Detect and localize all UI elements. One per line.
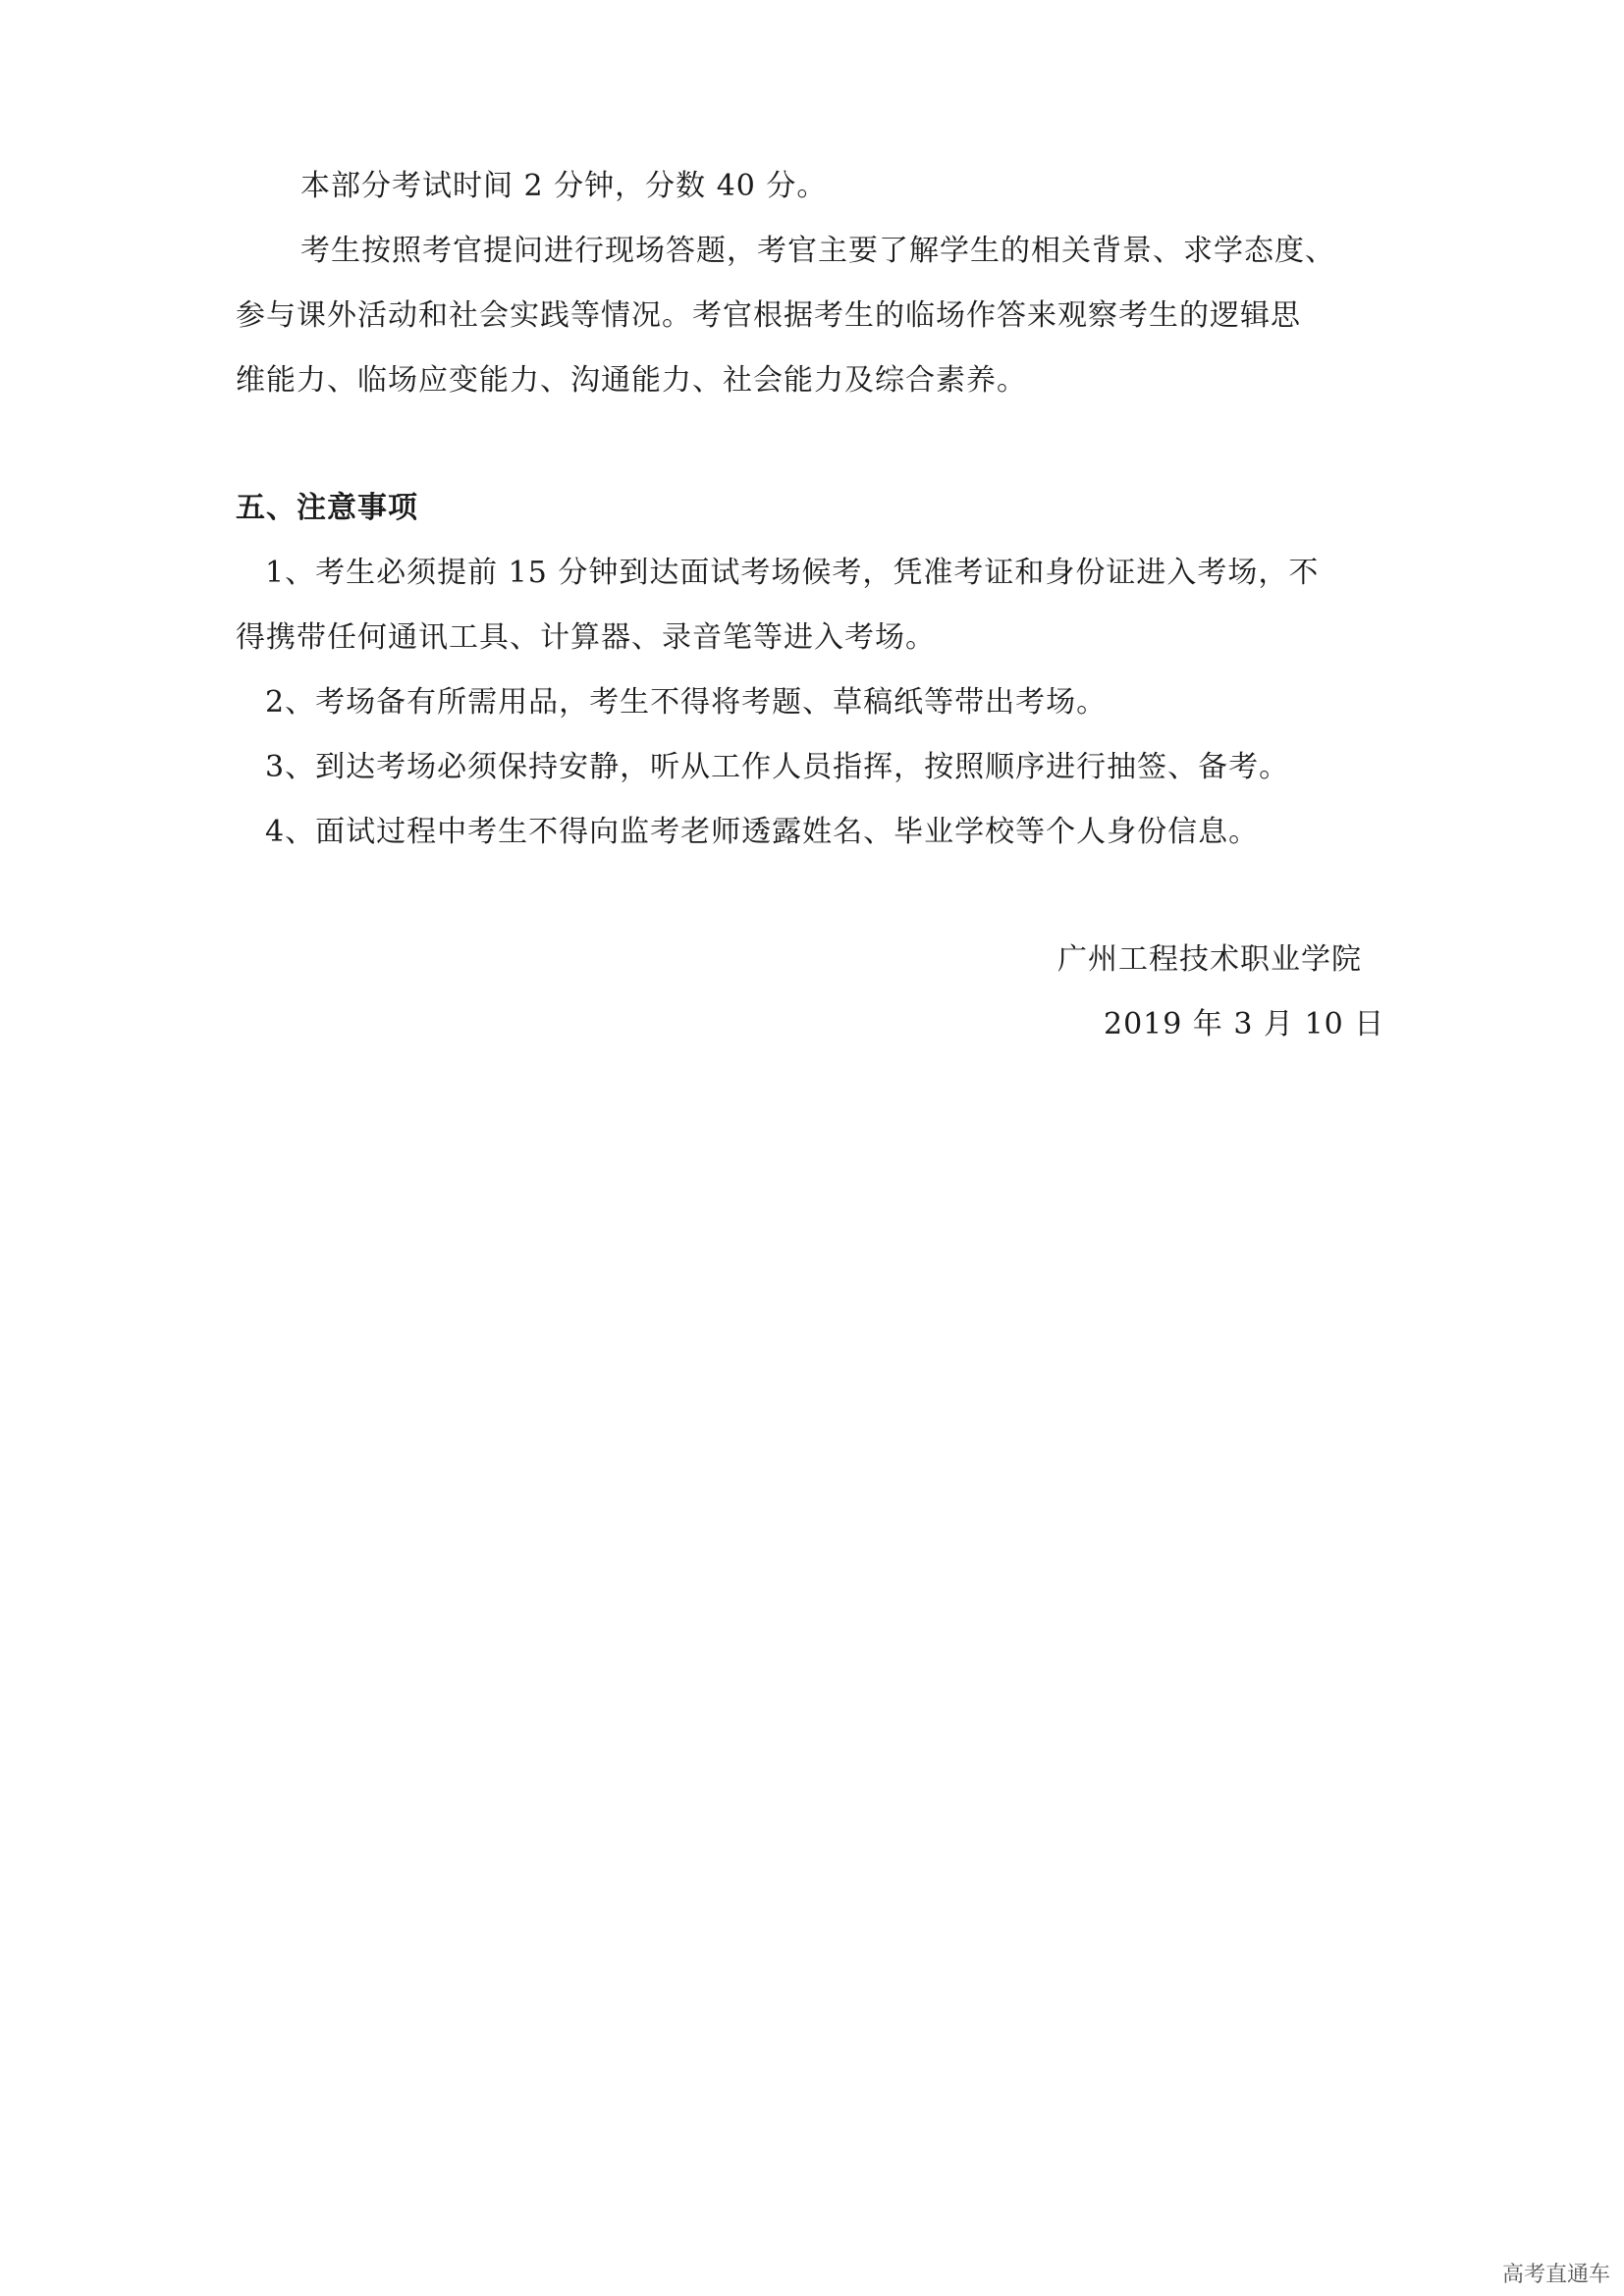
signature-date: 2019 年 3 月 10 日 <box>1104 1007 1385 1041</box>
exam-description-line-2: 参与课外活动和社会实践等情况。考官根据考生的临场作答来观察考生的逻辑思 <box>236 298 1301 333</box>
signature-institution: 广州工程技术职业学院 <box>1057 942 1362 977</box>
notice-item-1-line-2: 得携带任何通讯工具、计算器、录音笔等进入考场。 <box>236 620 936 655</box>
notice-item-3: 3、到达考场必须保持安静，听从工作人员指挥，按照顺序进行抽签、备考。 <box>265 750 1290 784</box>
notice-item-1-line-1: 1、考生必须提前 15 分钟到达面试考场候考，凭准考证和身份证进入考场，不 <box>265 556 1320 590</box>
watermark-text: 高考直通车 <box>1501 2263 1610 2287</box>
notice-section-heading: 五、注意事项 <box>236 491 418 525</box>
notice-item-4: 4、面试过程中考生不得向监考老师透露姓名、毕业学校等个人身份信息。 <box>265 815 1260 849</box>
exam-description-line-3: 维能力、临场应变能力、沟通能力、社会能力及综合素养。 <box>236 363 1027 398</box>
notice-item-2: 2、考场备有所需用品，考生不得将考题、草稿纸等带出考场。 <box>265 685 1108 720</box>
exam-description-line-1: 考生按照考官提问进行现场答题，考官主要了解学生的相关背景、求学态度、 <box>300 234 1335 268</box>
exam-time-paragraph: 本部分考试时间 2 分钟，分数 40 分。 <box>300 169 828 203</box>
